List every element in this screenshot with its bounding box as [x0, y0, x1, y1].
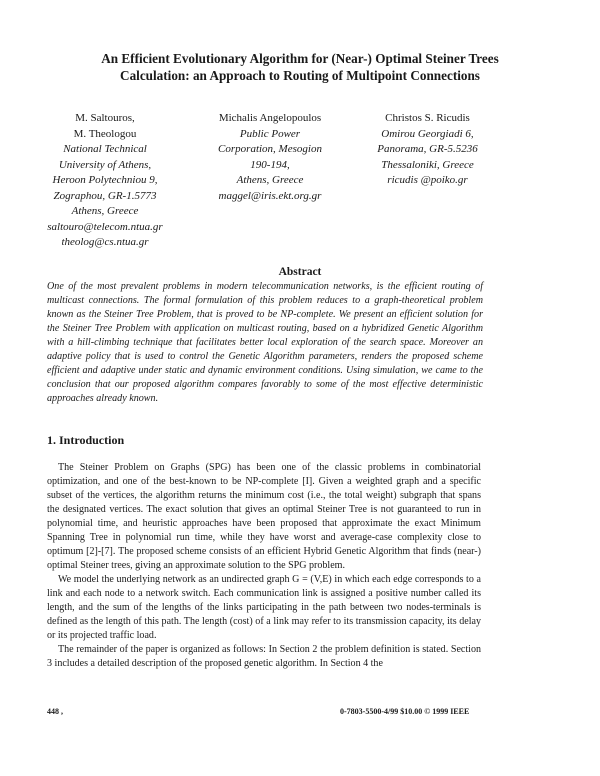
- copyright-line: 0-7803-5500-4/99 $10.00 © 1999 IEEE: [340, 707, 470, 716]
- author-1-line: National Technical: [63, 143, 147, 155]
- author-3-line: Panorama, GR-5.5236: [377, 143, 478, 155]
- author-1-line: M. Theologou: [73, 127, 137, 140]
- author-1-line: University of Athens,: [58, 158, 152, 171]
- author-3-line: Omirou Georgiadi 6,: [381, 127, 474, 140]
- author-2-line: 190-194,: [250, 158, 290, 171]
- author-1-email: theolog@cs.ntua.gr: [61, 236, 149, 248]
- author-3-line: Christos S. Ricudis: [385, 112, 470, 124]
- author-3-line: Thessaloniki, Greece: [381, 158, 474, 171]
- author-1-line: Athens, Greece: [71, 205, 139, 217]
- abstract-text: One of the most prevalent problems in modern telecommunication networks, is the efficient routing of multicast connections. The formal formulation of this problem reduces to a graph-theoretical problem known as the Steiner Tree Problem, that is proved to be NP-complete. We present an efficient solution for the Steiner Tree Problem with application on multicast routing, based on a hybridized Genetic Algorithm with a hill-climbing technique that facilitates better local exploration of the search space. Moreover an adaptive policy that is used to control the Genetic Algorithm parameters, renders the proposed scheme efficient and adaptive under static and dynamic environment conditions. Using simulation, we came to the conclusion that our proposed algorithm compares favorably to some of the most effective deterministic approaches already known.: [47, 281, 483, 404]
- author-1-line: M. Saltouros,: [75, 112, 135, 124]
- author-1-email: saltouro@telecom.ntua.gr: [47, 220, 163, 233]
- paper-title: [30, 50, 570, 84]
- title-line-1: An Efficient Evolutionary Algorithm for (Near-) Optimal Steiner Trees: [101, 51, 499, 66]
- author-block-3: [345, 111, 510, 189]
- author-1-line: Zographou, GR-1.5773: [53, 189, 157, 202]
- author-1-line: Heroon Polytechniou 9,: [52, 174, 158, 186]
- author-3-email: ricudis @poiko.gr: [387, 174, 468, 186]
- abstract-heading: Abstract: [278, 266, 322, 278]
- page-number: 448 ,: [47, 707, 63, 716]
- body-paragraph: We model the underlying network as an undirected graph G = (V,E) in which each edge corresponds to a link and each node to a network switch. Each communication link is assigned a positive number called its length, and the sum of the lengths of the links participating in the path between two nodes-terminals is defined as the length of this path. The length (cost) of a link may refer to its transmission capacity, its delay or its projected traffic load.: [47, 574, 481, 641]
- author-block-1: [20, 111, 190, 251]
- body-paragraph: The Steiner Problem on Graphs (SPG) has been one of the classic problems in combinatorial optimization, and one of the best-known to be NP-complete [I]. Given a weighted graph and a specific subset of the vertices, the algorithm returns the minimum cost (i.e., the total weight) subgraph that spans the designated vertices. The exact solution that gives an optimal Steiner Tree is not guaranteed to run in polynomial time, and heuristic approaches have been proposed that approximate the exact Minimum Spanning Tree in polynomial run time, while they have worst and average-case complexity close to optimum [2]-[7]. The proposed scheme consists of an efficient Hybrid Genetic Algorithm that finds (near-) optimal Steiner trees, giving an approximate solution to the SPG problem.: [47, 462, 481, 571]
- body-paragraph: The remainder of the paper is organized as follows: In Section 2 the problem definition is stated. Section 3 includes a detailed description of the proposed genetic algorithm. In Section 4 the: [47, 644, 481, 669]
- author-block-2: [190, 111, 350, 204]
- author-2-line: Public Power: [239, 127, 301, 140]
- section-body: [47, 461, 481, 671]
- author-2-email: maggel@iris.ekt.org.gr: [218, 189, 322, 202]
- author-2-line: Michalis Angelopoulos: [218, 112, 322, 124]
- section-heading: 1. Introduction: [47, 433, 125, 447]
- author-2-line: Athens, Greece: [236, 174, 304, 186]
- author-2-line: Corporation, Mesogion: [218, 143, 322, 155]
- title-line-2: Calculation: an Approach to Routing of Multipoint Connections: [120, 68, 480, 83]
